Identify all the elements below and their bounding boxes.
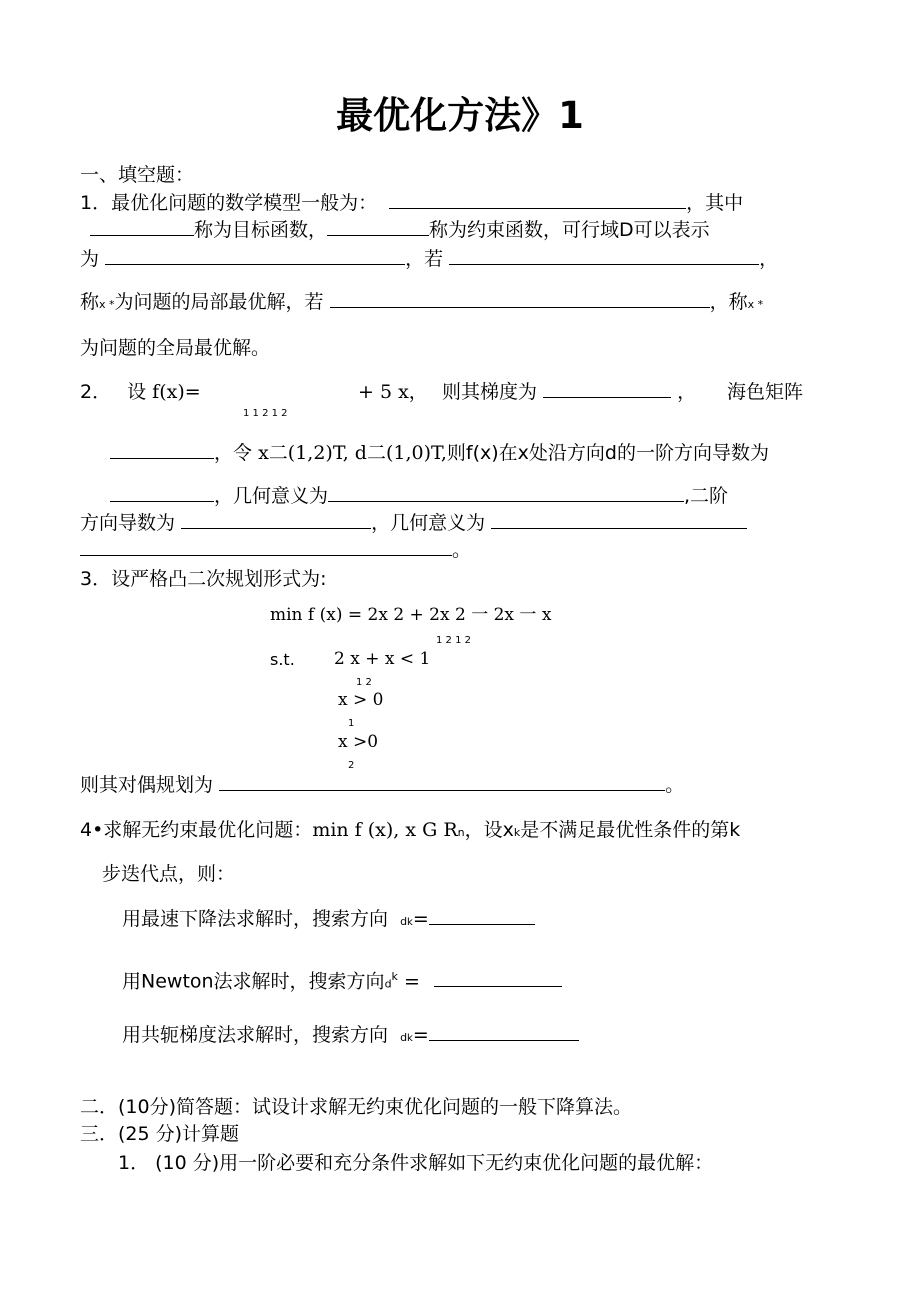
q3-objective: min f (x) = 2x 2 + 2x 2 一 2x 一 x (270, 605, 552, 625)
q4-newton (122, 965, 562, 996)
q1-text-i: 为问题的局部最优解，若 (114, 291, 324, 313)
q4-cg-eq: = (412, 1024, 429, 1046)
q1-text-e: 为 (80, 248, 100, 270)
q1-blank-constraint[interactable] (327, 218, 429, 236)
q2-ling: ，令 (214, 442, 253, 464)
q4-newton-eq: = (397, 970, 420, 993)
q4-newton-label: 用Newton法求解时，搜索方向 (122, 970, 385, 993)
q4-number: 4• (80, 819, 104, 841)
q4-newton-k: k (391, 970, 398, 983)
q4-text-1: 求解无约束最优化问题： (103, 819, 313, 841)
q2-line-5 (80, 538, 471, 562)
q2-blank-second-deriv[interactable] (181, 511, 371, 529)
q4-sd-label: 用最速下降法求解时，搜索方向 (122, 908, 389, 930)
q2-linear-term: + 5 x， (358, 381, 428, 403)
q3-constraint-1-sub: 1 2 (356, 677, 372, 688)
q4-text-2-sub: k (513, 826, 521, 839)
section-3-q1: 1． (10 分)用一阶必要和充分条件求解如下无约束优化问题的最优解： (118, 1152, 714, 1174)
q1-text-g: ， (759, 248, 779, 270)
q1-blank-local[interactable] (449, 247, 759, 265)
q1-xstar-2: x * (747, 298, 764, 311)
q4-sd-k: k (407, 917, 413, 928)
q2-blank-first-deriv[interactable] (110, 484, 214, 502)
q3-dual-line (80, 773, 684, 797)
q3-end: 。 (665, 774, 685, 796)
q2-blank-hessian[interactable] (110, 441, 214, 459)
q4-expression-sub: n (457, 826, 465, 839)
q4-text-2: ，设x (464, 819, 514, 841)
q2-function-def: 设 f(x)= (127, 381, 201, 403)
q1-text-j: ，称 (709, 291, 748, 313)
q4-text-3: 是不满足最优性条件的第k (520, 819, 741, 841)
q4-steepest-descent (122, 907, 535, 935)
q3-line-1 (80, 567, 327, 591)
q2-blank-geo2-cont[interactable] (80, 538, 452, 556)
q2-dir2: 方向导数为 (80, 512, 176, 534)
q3-dual-label: 则其对偶规划为 (80, 774, 214, 796)
q1-number: 1． (80, 192, 112, 214)
q1-text-a: 最优化问题的数学模型一般为： (111, 192, 378, 214)
q2-geo2: ，几何意义为 (371, 512, 486, 534)
q1-line-4 (80, 290, 763, 317)
q1-line-3 (80, 247, 778, 271)
q4-line-1 (80, 818, 740, 845)
q1-text-h: 称 (80, 291, 100, 313)
q4-blank-cg[interactable] (429, 1023, 579, 1041)
q4-cg-d: d (400, 1031, 408, 1044)
q1-text-c: 称为目标函数， (194, 219, 328, 241)
q1-text-d: 称为约束函数，可行域D可以表示 (429, 219, 710, 241)
q4-expression: min f (x), x G R (312, 819, 458, 841)
q1-blank-feasible[interactable] (105, 247, 405, 265)
q1-blank-model[interactable] (389, 191, 686, 209)
q2-blank-geo2[interactable] (491, 511, 747, 529)
q4-conjugate-gradient (122, 1023, 579, 1051)
q2-line-4 (80, 511, 747, 535)
q1-text-b: ，其中 (686, 192, 744, 214)
q4-blank-newton[interactable] (434, 969, 562, 987)
q3-text: 设严格凸二次规划形式为: (111, 568, 327, 590)
q1-line-2 (90, 218, 710, 242)
q3-st-label: s.t. (270, 650, 295, 669)
page-title: 最优化方法》1 (336, 94, 584, 137)
q2-blank-gradient[interactable] (543, 380, 671, 398)
q4-cg-label: 用共轭梯度法求解时，搜索方向 (122, 1024, 389, 1046)
q4-blank-steepest[interactable] (429, 907, 535, 925)
q1-xstar: x * (99, 298, 115, 311)
q3-blank-dual[interactable] (219, 773, 665, 791)
q1-blank-global[interactable] (330, 290, 710, 308)
q3-number: 3． (80, 568, 112, 590)
q3-constraint-3-sub: 2 (348, 760, 355, 771)
q2-hessian-label: 海色矩阵 (727, 381, 804, 403)
q3-constraint-2: x > 0 (338, 690, 384, 710)
q2-gradient-text (442, 380, 696, 404)
q4-sd-d: d (400, 915, 408, 928)
q4-line-2: 步迭代点，则： (102, 863, 236, 885)
q2-comma: ， (677, 381, 697, 403)
q3-objective-sub: 1 2 1 2 (436, 635, 471, 646)
q1-line-1 (80, 191, 743, 215)
q2-second: ,二阶 (684, 485, 729, 507)
q2-gradient-label: 则其梯度为 (442, 381, 538, 403)
q4-sd-eq: = (412, 908, 429, 930)
section-2: 二．(10分)简答题：试设计求解无约束优化问题的一般下降算法。 (80, 1096, 633, 1118)
q3-constraint-2-sub: 1 (348, 718, 355, 729)
section-1-heading: 一、填空题： (80, 164, 195, 186)
q1-blank-objective[interactable] (90, 218, 194, 236)
q2-line-1 (80, 380, 201, 404)
q2-geo1: ，几何意义为 (214, 485, 329, 507)
q2-ze: 则f(x)在x处沿方向d的一阶方向导数为 (446, 442, 769, 464)
q2-blank-geo1[interactable] (328, 484, 684, 502)
q3-constraint-3: x >0 (338, 732, 379, 752)
q2-end: 。 (452, 539, 472, 561)
section-3-heading: 三．(25 分)计算题 (80, 1123, 240, 1145)
q2-number: 2． (80, 381, 112, 403)
q1-text-f: ，若 (405, 248, 444, 270)
q1-line-5: 为问题的全局最优解。 (80, 337, 271, 359)
q4-cg-k: k (407, 1033, 413, 1044)
q2-point-dir: x二(1,2)T, d二(1,0)T, (258, 442, 447, 464)
q3-constraint-1: 2 x + x < 1 (334, 649, 431, 669)
q4-newton-d: d (384, 977, 392, 991)
q2-line-2 (110, 441, 769, 465)
q2-subscripts: 1 1 2 1 2 (243, 408, 288, 419)
q2-line-3 (110, 484, 728, 508)
